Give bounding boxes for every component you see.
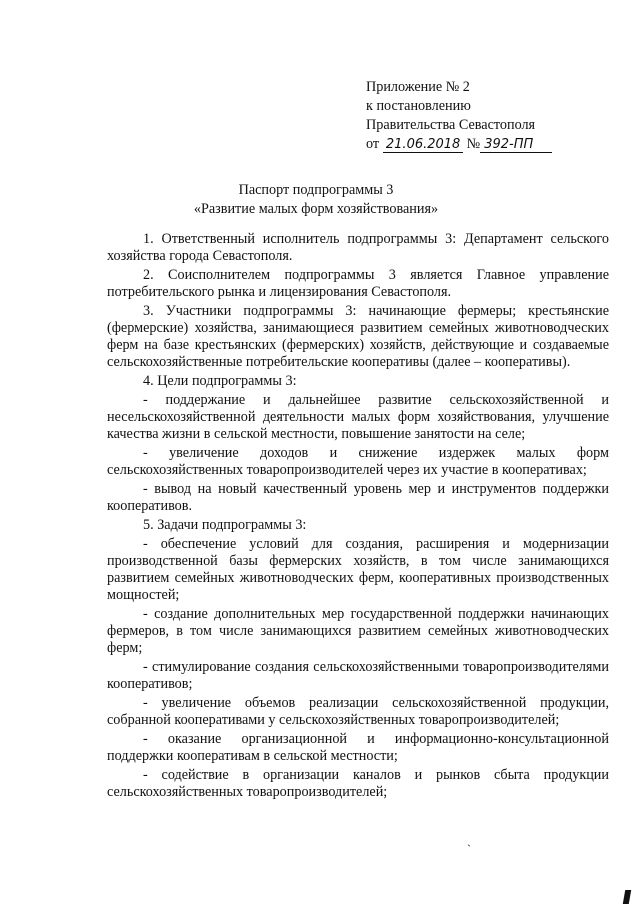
numbered-paragraph: 2. Соисполнителем подпрограммы 3 является Главное управление потребительского рынка и лицензирования Севастополя.	[107, 267, 609, 300]
dash-list-item: - обеспечение условий для создания, расширения и модернизации производственной базы фермерских хозяйств, в том числе занимающихся развитием семейных животноводческих ферм, кооперативных производственных мощностей;	[107, 536, 609, 603]
dash-list-item: - увеличение объемов реализации сельскохозяйственной продукции, собранной кооперативами у сельскохозяйственных товаропроизводителей;	[107, 695, 609, 728]
numbered-paragraph: 3. Участники подпрограммы 3: начинающие фермеры; крестьянские (фермерские) хозяйства, занимающиеся развитием семейных животноводческих ферм на базе крестьянских (фермерских) хозяйств, действующие и создаваемые сельскохозяйственные потребительские кооперативы (далее – кооперативы).	[107, 303, 609, 370]
dash-list-item: - поддержание и дальнейшее развитие сельскохозяйственной и несельскохозяйственной деятельности малых форм хозяйствования, улучшение качества жизни в сельской местности, повышение занятости на селе;	[107, 392, 609, 442]
title-line-1: Паспорт подпрограммы 3	[238, 182, 394, 198]
appendix-date-line	[366, 135, 552, 154]
title-line-2: «Развитие малых форм хозяйствования»	[193, 201, 439, 217]
dash-list-item: - увеличение доходов и снижение издержек малых форм сельскохозяйственных товаропроизводителей через их участие в кооперативах;	[107, 445, 609, 478]
appendix-line-1: Приложение № 2	[366, 79, 470, 95]
appendix-block	[366, 78, 552, 154]
dash-list-item: - вывод на новый качественный уровень мер и инструментов поддержки кооперативов.	[107, 481, 609, 514]
handwritten-number: 392-ПП	[480, 138, 552, 153]
stray-mark: `	[467, 842, 471, 856]
document-body	[107, 231, 609, 801]
numbered-paragraph: 1. Ответственный исполнитель подпрограммы 3: Департамент сельского хозяйства города Севастополя.	[107, 231, 609, 264]
number-prefix: №	[466, 136, 481, 152]
handwritten-date: 21.06.2018	[383, 138, 463, 153]
numbered-paragraph: 4. Цели подпрограммы 3:	[143, 373, 297, 389]
dash-list-item: - содействие в организации каналов и рынков сбыта продукции сельскохозяйственных товаропроизводителей;	[107, 767, 609, 800]
numbered-paragraph: 5. Задачи подпрограммы 3:	[143, 517, 307, 533]
document-title	[0, 181, 632, 219]
page-corner-mark	[623, 890, 631, 904]
appendix-line-3: Правительства Севастополя	[366, 117, 536, 133]
dash-list-item: - оказание организационной и информационно-консультационной поддержки кооперативам в сельской местности;	[107, 731, 609, 764]
dash-list-item: - стимулирование создания сельскохозяйственными товаропроизводителями кооперативов;	[107, 659, 609, 692]
from-prefix: от	[366, 136, 380, 152]
dash-list-item: - создание дополнительных мер государственной поддержки начинающих фермеров, в том числе занимающихся развитием семейных животноводческих ферм;	[107, 606, 609, 656]
appendix-line-2: к постановлению	[366, 98, 471, 114]
